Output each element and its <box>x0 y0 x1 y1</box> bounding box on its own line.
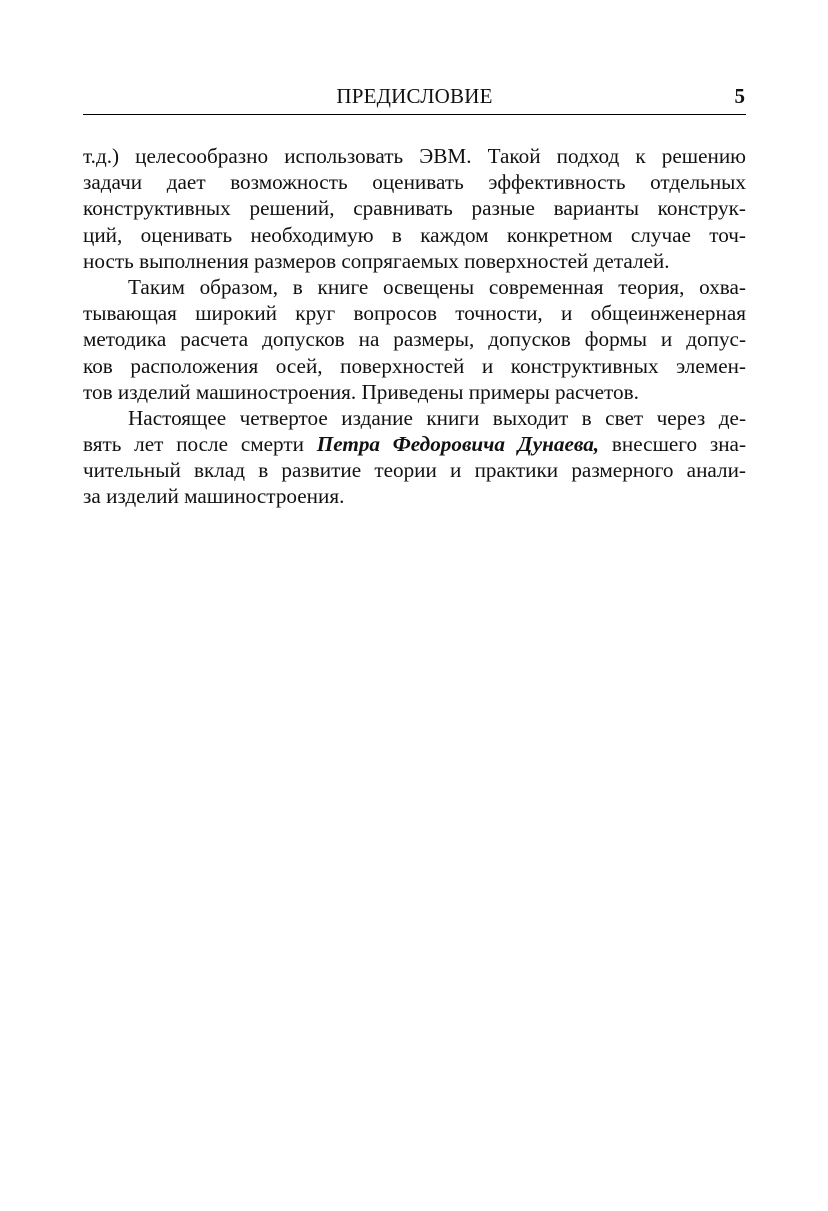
text-line: т.д.) целесообразно использовать ЭВМ. Такой подход к решению <box>83 144 746 168</box>
text-line: Таким образом, в книге освещены современная теория, охва- <box>128 274 746 299</box>
text-line: за изделий машиностроения. <box>83 484 345 509</box>
running-header <box>83 84 746 115</box>
text-line: чительный вклад в развитие теории и практики размерного анали- <box>83 458 746 483</box>
paragraph-2 <box>83 274 746 405</box>
text-line: конструктивных решений, сравнивать разные варианты конструк- <box>83 196 746 221</box>
text-line: методика расчета допусков на размеры, допусков формы и допус- <box>83 327 746 352</box>
text-line: ность выполнения размеров сопрягаемых поверхностей деталей. <box>83 248 670 273</box>
page-number: 5 <box>734 84 745 108</box>
text-line: тывающая широкий круг вопросов точности, и общеинженерная <box>83 301 746 326</box>
text-line: ций, оценивать необходимую в каждом конкретном случае точ- <box>83 222 746 247</box>
text-line: задачи дает возможность оценивать эффективность отдельных <box>83 170 746 195</box>
paragraph-3 <box>83 405 746 510</box>
text-segment: внесшего зна- <box>599 432 746 457</box>
text-line-with-name <box>83 431 746 457</box>
author-name: Петра Федоровича Дунаева, <box>316 432 600 457</box>
body-text <box>83 143 746 510</box>
text-line: Настоящее четвертое издание книги выходит в свет через де- <box>128 405 746 430</box>
text-line: ков расположения осей, поверхностей и конструктивных элемен- <box>83 353 746 378</box>
text-segment: вять лет после смерти <box>83 432 317 457</box>
paragraph-1 <box>83 143 746 274</box>
running-title: ПРЕДИСЛОВИЕ <box>336 84 493 108</box>
text-line: тов изделий машиностроения. Приведены примеры расчетов. <box>83 379 639 404</box>
